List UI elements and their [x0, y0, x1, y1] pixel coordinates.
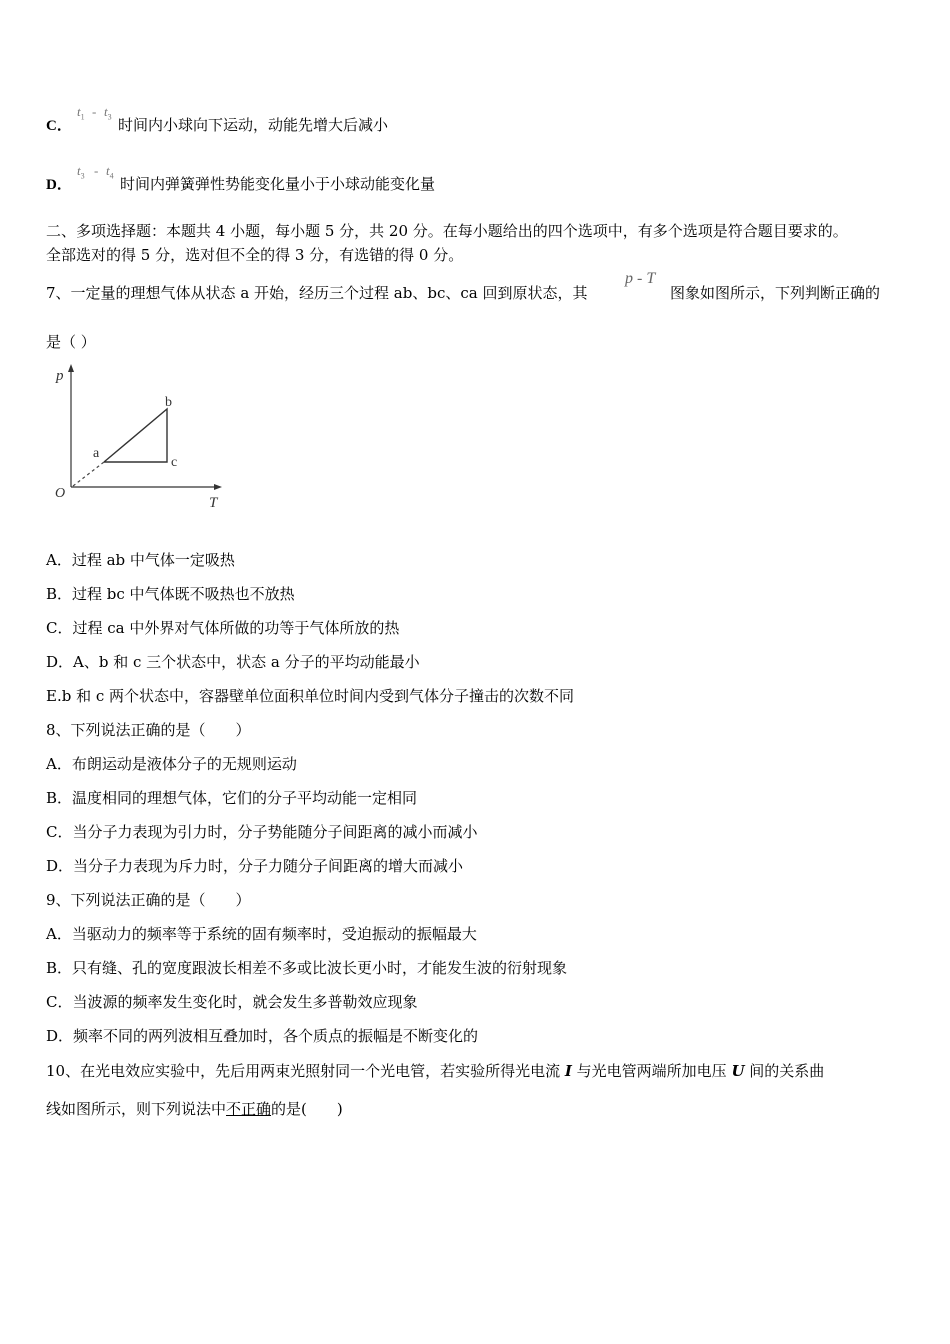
q7-option-b: B．过程 bc 中气体既不吸热也不放热: [46, 585, 295, 603]
q9-option-d: D．频率不同的两列波相互叠加时，各个质点的振幅是不断变化的: [46, 1027, 479, 1045]
point-b-label: b: [165, 395, 172, 410]
q9-option-a: A．当驱动力的频率等于系统的固有频率时，受迫振动的振幅最大: [46, 925, 477, 943]
symbol-t1: $t_1$: [77, 104, 85, 122]
q8-option-c: C．当分子力表现为引力时，分子势能随分子间距离的减小而减小: [46, 823, 478, 841]
y-axis-label: p: [56, 368, 64, 384]
option-d-prev: [46, 174, 72, 195]
q8-option-d: D．当分子力表现为斥力时，分子力随分子间距离的增大而减小: [46, 857, 464, 875]
symbol-dash: -: [92, 104, 97, 119]
symbol-dash: -: [94, 163, 99, 178]
q7-stem-part3: 是（ ）: [46, 333, 96, 351]
symbol-t3: $t_3$: [77, 163, 85, 181]
variable-u: U: [731, 1062, 745, 1080]
y-axis-arrow: [68, 364, 74, 372]
variable-i: I: [564, 1062, 572, 1080]
symbol-t4: $t_4$: [106, 163, 114, 181]
q9-stem: 9、下列说法正确的是（ ）: [46, 891, 251, 909]
symbol-p-t: p - T: [625, 270, 656, 287]
x-axis-label: T: [209, 495, 218, 511]
q8-option-b: B．温度相同的理想气体，它们的分子平均动能一定相同: [46, 789, 418, 807]
q7-option-c: C．过程 ca 中外界对气体所做的功等于气体所放的热: [46, 619, 400, 637]
option-label: D．: [46, 177, 72, 193]
section-header-line1: 二、多项选择题：本题共 4 小题，每小题 5 分，共 20 分。在每小题给出的四个选项中，有多个选项是符合题目要求的。: [46, 222, 848, 240]
cycle-triangle: [104, 409, 167, 462]
option-label: C．: [46, 118, 72, 134]
q10-stem-line2: 线如图所示，则下列说法中不正确的是( ): [46, 1100, 343, 1118]
q9-option-c: C．当波源的频率发生变化时，就会发生多普勒效应现象: [46, 993, 418, 1011]
p-t-graph: [46, 362, 236, 512]
q7-stem-part2: 图象如图所示，下列判断正确的: [670, 284, 881, 302]
q7-option-a: A．过程 ab 中气体一定吸热: [46, 551, 235, 569]
option-c-text: 时间内小球向下运动，动能先增大后减小: [118, 116, 389, 134]
dashed-line: [73, 462, 104, 486]
point-c-label: c: [171, 455, 178, 470]
q9-option-b: B．只有缝、孔的宽度跟波长相差不多或比波长更小时，才能发生波的衍射现象: [46, 959, 568, 977]
underlined-not-correct: 不正确: [226, 1100, 272, 1118]
symbol-t3: $t_3$: [104, 104, 112, 122]
q10-stem-line1: 10、在光电效应实验中，先后用两束光照射同一个光电管，若实验所得光电流 I 与光电管两端所加电压 U 间的关系曲: [46, 1062, 825, 1080]
section-header-line2: 全部选对的得 5 分，选对但不全的得 3 分，有选错的得 0 分。: [46, 246, 464, 264]
option-d-text: 时间内弹簧弹性势能变化量小于小球动能变化量: [120, 175, 436, 193]
q7-option-d: D．A、b 和 c 三个状态中，状态 a 分子的平均动能最小: [46, 653, 420, 671]
option-c-prev: [46, 115, 72, 136]
q8-option-a: A．布朗运动是液体分子的无规则运动: [46, 755, 297, 773]
point-a-label: a: [93, 446, 100, 461]
origin-label: O: [55, 486, 66, 501]
q7-option-e: E.b 和 c 两个状态中，容器壁单位面积单位时间内受到气体分子撞击的次数不同: [46, 687, 575, 705]
x-axis-arrow: [214, 484, 222, 490]
q8-stem: 8、下列说法正确的是（ ）: [46, 721, 251, 739]
q7-stem-part1: 7、一定量的理想气体从状态 a 开始，经历三个过程 ab、bc、ca 回到原状态，其: [46, 284, 588, 302]
